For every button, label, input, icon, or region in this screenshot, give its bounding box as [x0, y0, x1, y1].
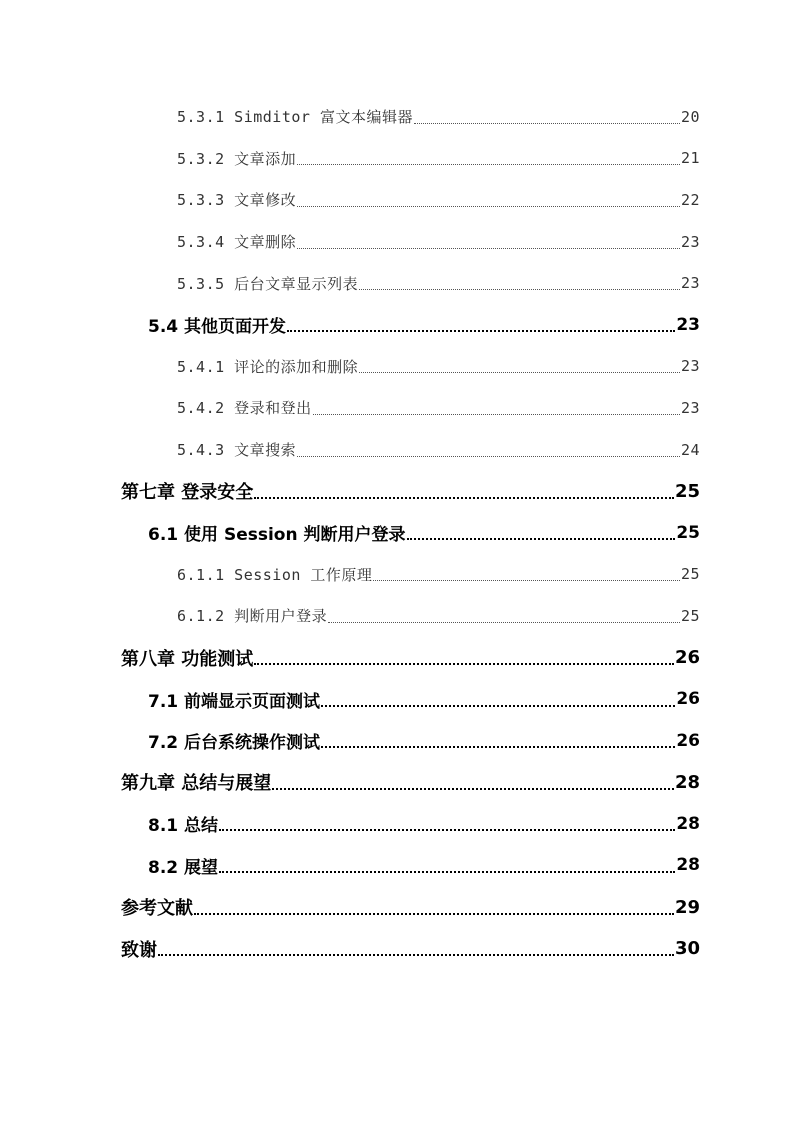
toc-entry[interactable] — [0, 96, 793, 138]
dot-leader — [272, 787, 674, 790]
dot-leader — [373, 579, 680, 581]
toc-entry-page-number: 28 — [674, 771, 700, 793]
toc-entry[interactable] — [0, 554, 793, 596]
dot-leader — [254, 662, 674, 665]
toc-entry[interactable] — [0, 304, 793, 346]
toc-entry-page-number: 23 — [680, 232, 700, 251]
dot-leader — [254, 496, 674, 499]
toc-entry-page-number: 25 — [674, 480, 700, 502]
toc-entry-page-number: 26 — [676, 730, 700, 751]
toc-entry-page-number: 28 — [676, 813, 700, 834]
toc-entry-label: 8.2 展望 — [148, 857, 219, 878]
toc-entry[interactable] — [0, 595, 793, 637]
toc-entry-label: 7.2 后台系统操作测试 — [148, 733, 321, 754]
dot-leader — [297, 455, 680, 457]
dot-leader — [321, 745, 675, 748]
toc-entry[interactable] — [0, 928, 793, 970]
toc-entry[interactable] — [0, 470, 793, 512]
dot-leader — [219, 828, 675, 831]
toc-entry-label: 5.3.4 文章删除 — [177, 233, 297, 252]
dot-leader — [219, 870, 675, 873]
toc-entry-label: 5.4.3 文章搜索 — [177, 441, 297, 460]
toc-entry-label: 7.1 前端显示页面测试 — [148, 691, 321, 712]
toc-entry-page-number: 24 — [680, 440, 700, 459]
toc-entry[interactable] — [0, 429, 793, 471]
toc-entry[interactable] — [0, 387, 793, 429]
toc-entry-page-number: 26 — [674, 647, 700, 669]
dot-leader — [297, 247, 680, 249]
toc-entry[interactable] — [0, 221, 793, 263]
dot-leader — [194, 912, 674, 915]
dot-leader — [287, 329, 675, 332]
toc-entry[interactable] — [0, 845, 793, 887]
toc-entry-page-number: 20 — [680, 107, 700, 126]
toc-entry-page-number: 30 — [674, 938, 700, 960]
toc-entry-page-number: 23 — [680, 274, 700, 293]
toc-entry-page-number: 21 — [680, 149, 700, 168]
toc-entry-page-number: 29 — [674, 896, 700, 918]
toc-entry-label: 5.3.5 后台文章显示列表 — [177, 274, 359, 293]
toc-entry-label: 6.1 使用 Session 判断用户登录 — [148, 525, 406, 546]
toc-entry-label: 致谢 — [121, 939, 157, 961]
toc-entry-page-number: 25 — [676, 522, 700, 543]
toc-entry[interactable] — [0, 637, 793, 679]
toc-entry-label: 第九章 总结与展望 — [121, 773, 272, 795]
toc-entry[interactable] — [0, 762, 793, 804]
dot-leader — [313, 413, 680, 415]
toc-entry-page-number: 23 — [680, 357, 700, 376]
dot-leader — [359, 371, 680, 373]
toc-entry-page-number: 22 — [680, 190, 700, 209]
toc-entry-page-number: 23 — [676, 314, 700, 335]
toc-entry-label: 5.3.2 文章添加 — [177, 149, 297, 168]
toc-entry[interactable] — [0, 512, 793, 554]
toc-entry-label: 第七章 登录安全 — [121, 482, 254, 504]
dot-leader — [359, 288, 680, 290]
toc-entry-page-number: 23 — [680, 398, 700, 417]
toc-entry[interactable] — [0, 179, 793, 221]
toc-entry-label: 5.3.3 文章修改 — [177, 191, 297, 210]
table-of-contents — [0, 96, 793, 969]
toc-entry[interactable] — [0, 720, 793, 762]
toc-entry-page-number: 28 — [676, 855, 700, 876]
toc-entry[interactable] — [0, 346, 793, 388]
toc-entry-label: 第八章 功能测试 — [121, 648, 254, 670]
toc-entry-label: 6.1.1 Session 工作原理 — [177, 565, 373, 584]
dot-leader — [297, 205, 680, 207]
toc-entry-label: 8.1 总结 — [148, 816, 219, 837]
dot-leader — [328, 621, 680, 623]
toc-entry[interactable] — [0, 262, 793, 304]
toc-entry-page-number: 25 — [680, 606, 700, 625]
toc-entry-label: 6.1.2 判断用户登录 — [177, 607, 328, 626]
dot-leader — [321, 704, 675, 707]
dot-leader — [297, 163, 680, 165]
toc-entry-label: 5.3.1 Simditor 富文本编辑器 — [177, 108, 413, 127]
toc-entry[interactable] — [0, 803, 793, 845]
toc-entry-page-number: 25 — [680, 565, 700, 584]
toc-entry-page-number: 26 — [676, 689, 700, 710]
toc-entry[interactable] — [0, 138, 793, 180]
toc-entry-label: 5.4 其他页面开发 — [148, 317, 287, 338]
dot-leader — [414, 122, 680, 124]
toc-entry[interactable] — [0, 886, 793, 928]
toc-entry-label: 5.4.2 登录和登出 — [177, 399, 312, 418]
toc-entry-label: 参考文献 — [121, 898, 193, 920]
dot-leader — [158, 953, 674, 956]
toc-entry-label: 5.4.1 评论的添加和删除 — [177, 357, 359, 376]
dot-leader — [407, 537, 676, 540]
toc-entry[interactable] — [0, 678, 793, 720]
